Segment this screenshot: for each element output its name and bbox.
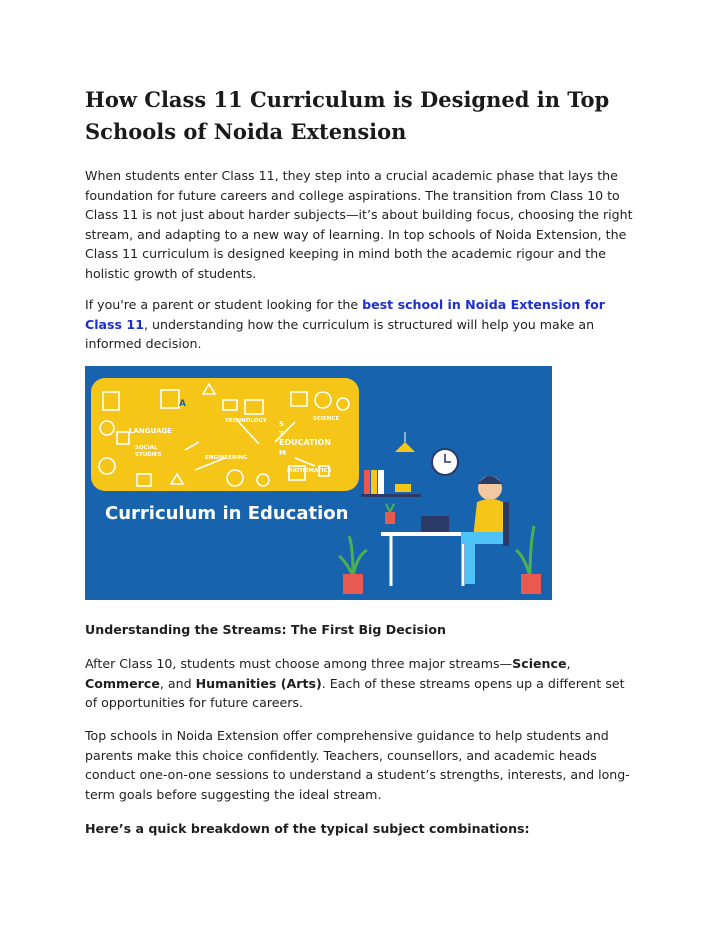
- comma-separator: ,: [566, 656, 571, 671]
- stem-m-label: M: [279, 449, 286, 457]
- humanities-stream: Humanities (Arts): [195, 675, 322, 691]
- plant-icon: [516, 526, 534, 576]
- technology-label: TECHNOLOGY: [225, 418, 267, 424]
- guide-text-before: If you're a parent or student looking for the: [85, 297, 363, 312]
- breakdown-heading: Here’s a quick breakdown of the typical subject combinations:: [85, 821, 530, 836]
- shelf: [361, 494, 421, 497]
- book-spine-icon: [378, 470, 384, 494]
- streams-paragraph: [85, 654, 633, 713]
- best-school-link[interactable]: best school in Noida Extension for Class 11: [85, 297, 605, 332]
- guidance-paragraph: Top schools in Noida Extension offer comprehensive guidance to help students and parents make this choice confidently. Teachers, counsellors, and academic heads conduct one-on-one sessions to understand a student’s strengths, interests, and long-term goals before suggesting the ideal stream.: [85, 728, 630, 802]
- study-scene: [339, 432, 541, 594]
- studies-label: STUDIES: [135, 452, 162, 458]
- book-spine-icon: [371, 470, 377, 494]
- social-label: SOCIAL: [135, 445, 158, 451]
- mathematics-label: MATHEMATICS: [287, 468, 332, 474]
- engineering-label: ENGINEERING: [205, 455, 248, 461]
- education-label: EDUCATION: [279, 438, 331, 447]
- commerce-stream: Commerce: [85, 675, 160, 691]
- chair: [503, 502, 509, 546]
- guide-text-after: , understanding how the curriculum is structured will help you make an informed decision.: [85, 316, 595, 351]
- pot-icon: [343, 574, 363, 594]
- a-tile-label: A: [179, 399, 186, 409]
- illustration-caption: Curriculum in Education: [105, 503, 349, 524]
- stem-t-label: T: [279, 430, 284, 438]
- guide-paragraph: [85, 295, 633, 354]
- pot-icon: [521, 574, 541, 594]
- streams-heading: Understanding the Streams: The First Big Decision: [85, 622, 446, 637]
- book-spine-icon: [364, 470, 370, 494]
- student-legs: [461, 532, 509, 544]
- page-title: How Class 11 Curriculum is Designed in Top Schools of Noida Extension: [85, 87, 610, 144]
- curriculum-illustration: [85, 366, 552, 600]
- streams-text-after: . Each of these streams opens up a different set of opportunities for future careers.: [85, 675, 625, 710]
- laptop-icon: [421, 516, 449, 532]
- pot-icon: [385, 512, 395, 524]
- and-separator: , and: [159, 675, 196, 691]
- plant-icon: [339, 536, 367, 576]
- language-label: LANGUAGE: [129, 427, 172, 435]
- desk: [381, 532, 473, 536]
- stem-s-label: S: [279, 420, 285, 428]
- curriculum-illustration-graphic: [85, 366, 552, 600]
- science-stream: Science: [512, 656, 567, 671]
- lamp-icon: [395, 442, 415, 452]
- intro-paragraph: When students enter Class 11, they step into a crucial academic phase that lays the foundation for future careers and college aspirations. The transition from Class 10 to Class 11 is not just about harder subjects—it’s about building focus, choosing the right stream, and adapting to a new way of learning. In top schools of Noida Extension, the Class 11 curriculum is designed keeping in mind both the academic rigour and the holistic growth of students.: [85, 168, 633, 281]
- book-stack-icon: [395, 484, 411, 492]
- streams-text-before: After Class 10, students must choose among three major streams—: [85, 656, 513, 671]
- science-label: SCIENCE: [313, 416, 340, 422]
